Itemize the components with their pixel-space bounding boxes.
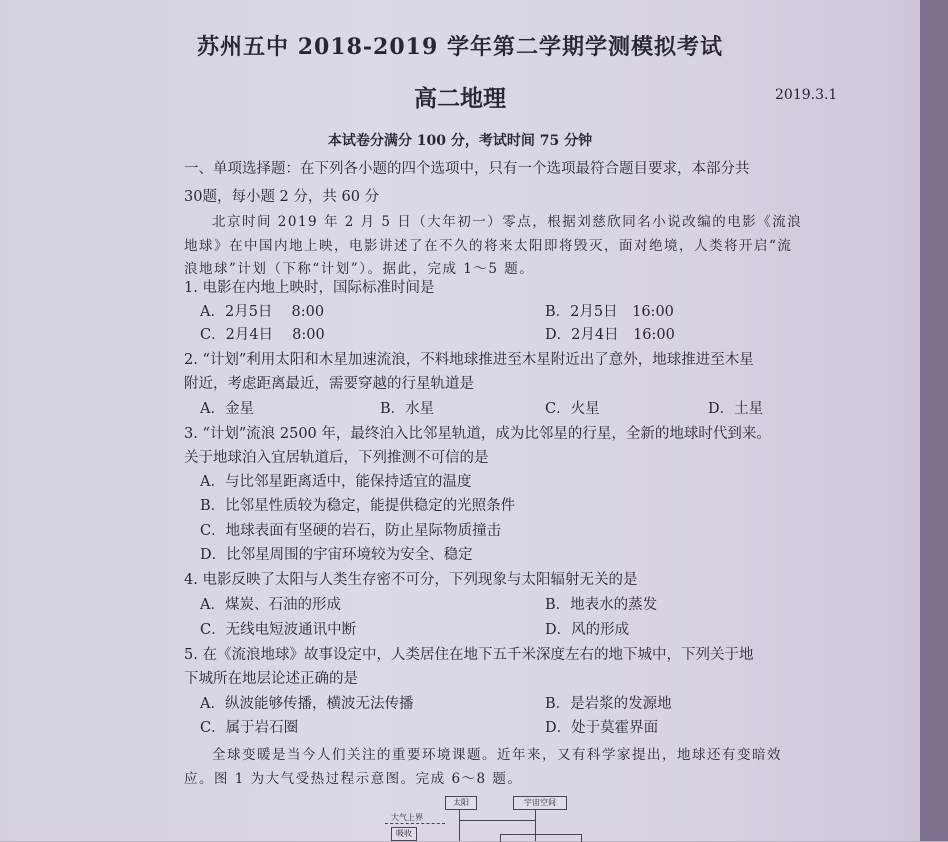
passage-2-line-2: 应。图 1 为大气受热过程示意图。完成 6～8 题。: [184, 771, 523, 787]
question-1-option-d: D．2月4日 16:00: [545, 327, 675, 343]
question-5-option-c: C．属于岩石圈: [200, 720, 299, 736]
diagram-sun-box: 太阳: [445, 796, 477, 810]
question-4-option-b: B．地表水的蒸发: [545, 597, 658, 613]
passage-1-line-1: 北京时间 2019 年 2 月 5 日（大年初一）零点，根据刘慈欣同名小说改编的电影《流浪: [212, 214, 803, 230]
section-instruction-line-1: 一、单项选择题：在下列各小题的四个选项中，只有一个选项最符合题目要求，本部分共: [184, 161, 750, 177]
exam-note: 本试卷分满分 100 分，考试时间 75 分钟: [327, 133, 593, 149]
question-4-stem: 4. 电影反映了太阳与人类生存密不可分，下列现象与太阳辐射无关的是: [184, 572, 638, 588]
question-2-option-a: A．金星: [200, 401, 254, 417]
question-2-stem-line-1: 2. “计划”利用太阳和木星加速流浪，不料地球推进至木星附近出了意外，地球推进至木星: [184, 352, 754, 368]
question-1-stem: 1. 电影在内地上映时，国际标准时间是: [184, 280, 435, 296]
question-1-option-c: C．2月4日 8:00: [200, 327, 325, 343]
question-3-option-d: D．比邻星周围的宇宙环境较为安全、稳定: [200, 547, 473, 563]
question-2-option-d: D．土星: [708, 401, 764, 417]
passage-1-line-2: 地球》在中国内地上映，电影讲述了在不久的将来太阳即将毁灭，面对绝境，人类将开启“流: [184, 238, 793, 254]
passage-2-line-1: 全球变暖是当今人们关注的重要环境课题。近年来，又有科学家提出，地球还有变暗效: [212, 747, 782, 763]
exam-subject: 高二地理: [414, 85, 506, 112]
question-3-option-a: A．与比邻星距离适中，能保持适宜的温度: [200, 474, 472, 490]
question-3-stem-line-1: 3. “计划”流浪 2500 年，最终泊入比邻星轨道，成为比邻星的行星，全新的地球时代到来。: [184, 426, 771, 442]
passage-1-line-3: 浪地球”计划（下称“计划”）。据此，完成 1～5 题。: [184, 261, 535, 277]
diagram-sun-ray-line: [459, 810, 460, 841]
diagram-absorb-box: 吸收: [391, 827, 417, 841]
question-5-stem-line-2: 下城所在地层论述正确的是: [184, 671, 358, 687]
question-3-option-b: B．比邻星性质较为稳定，能提供稳定的光照条件: [200, 498, 516, 514]
diagram-atmosphere-boundary: [385, 823, 445, 824]
diagram-top-label: 大气上界: [391, 813, 423, 822]
question-5-option-a: A．纵波能够传播，横波无法传播: [200, 696, 414, 712]
exam-title: 苏州五中 2018-2019 学年第二学期学测模拟考试: [197, 34, 723, 60]
question-5-option-d: D．处于莫霍界面: [545, 720, 659, 736]
exam-date: 2019.3.1: [775, 87, 838, 103]
question-4-option-d: D．风的形成: [545, 622, 630, 638]
section-instruction-line-2: 30题，每小题 2 分，共 60 分: [184, 189, 380, 205]
question-4-option-a: A．煤炭、石油的形成: [200, 597, 341, 613]
atmosphere-heating-diagram: [385, 792, 645, 841]
question-3-stem-line-2: 关于地球泊入宜居轨道后，下列推测不可信的是: [184, 450, 489, 466]
diagram-space-box: 宇宙空间: [513, 796, 567, 810]
question-3-option-c: C．地球表面有坚硬的岩石，防止星际物质撞击: [200, 523, 502, 539]
question-2-option-c: C．火星: [545, 401, 600, 417]
diagram-connector-line: [459, 820, 535, 821]
question-2-stem-line-2: 附近，考虑距离最近，需要穿越的行星轨道是: [184, 376, 474, 392]
question-1-option-b: B．2月5日 16:00: [545, 304, 674, 320]
question-5-stem-line-1: 5. 在《流浪地球》故事设定中，人类居住在地下五千米深度左右的地下城中，下列关于地: [184, 647, 754, 663]
question-1-option-a: A．2月5日 8:00: [200, 304, 325, 320]
background-edge: [920, 0, 948, 841]
question-4-option-c: C．无线电短波通讯中断: [200, 622, 357, 638]
question-2-option-b: B．水星: [380, 401, 435, 417]
question-5-option-b: B．是岩浆的发源地: [545, 696, 672, 712]
